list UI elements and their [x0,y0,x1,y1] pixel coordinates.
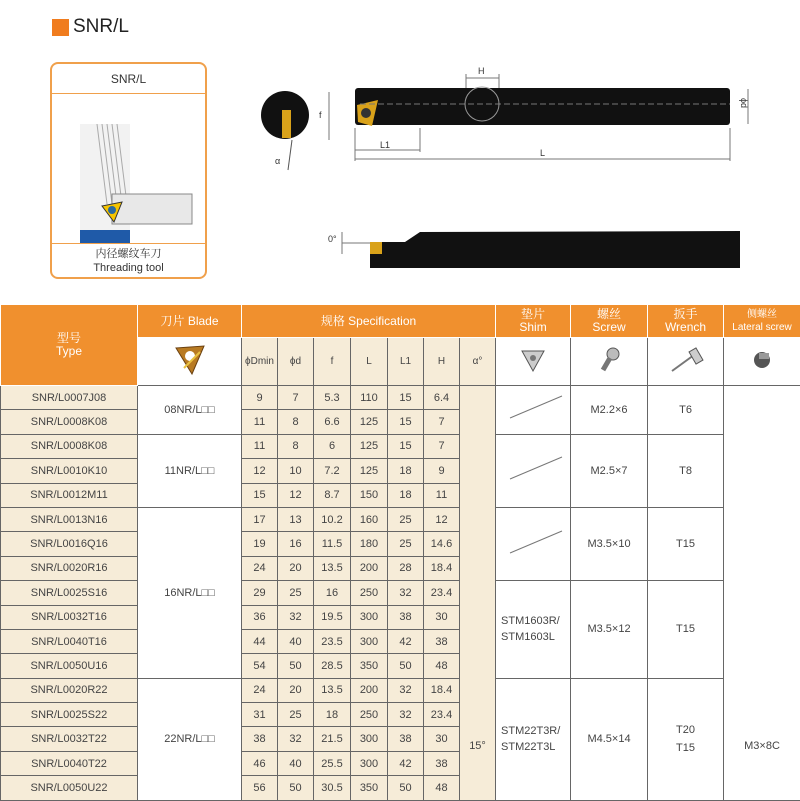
spec-H-cell: 14.6 [424,532,460,556]
screw-cell: M3.5×10 [571,507,648,580]
spec-H-cell: 18.4 [424,678,460,702]
spec-L1-cell: 32 [388,703,424,727]
spec-L-cell: 125 [351,434,388,458]
spec-d-cell: 32 [278,727,314,751]
caption-cn: 内径螺纹车刀 [52,247,205,261]
header-type [1,305,138,386]
spec-d-cell: 40 [278,629,314,653]
spec-d-cell: 8 [278,434,314,458]
spec-f-cell: 6 [314,434,351,458]
spec-f-cell: 21.5 [314,727,351,751]
spec-dmin-cell: 44 [242,629,278,653]
wrench-cell: T20 T15 [648,678,724,800]
spec-L1-cell: 50 [388,776,424,800]
spec-dmin-cell: 36 [242,605,278,629]
type-cell: SNR/L0012M11 [1,483,138,507]
spec-L1-cell: 25 [388,532,424,556]
header-lateral-cn: 侧螺丝 [724,308,800,321]
spec-H-cell: 18.4 [424,556,460,580]
spec-L-cell: 300 [351,727,388,751]
label-L: L [540,148,545,158]
header-blade: 刀片 Blade [138,305,242,338]
spec-d-cell: 20 [278,678,314,702]
header-shim-en: Shim [496,321,570,334]
header-lateral-en: Lateral screw [724,321,800,334]
label-zero-angle: 0° [328,234,337,244]
spec-L1-cell: 42 [388,629,424,653]
tool-illustration-box [50,62,207,279]
table-row [1,434,800,458]
spec-dmin-cell: 19 [242,532,278,556]
spec-L-cell: 200 [351,556,388,580]
type-cell: SNR/L0008K08 [1,434,138,458]
spec-H-cell: 38 [424,751,460,775]
spec-d-cell: 25 [278,703,314,727]
header-lateral-screw [724,305,800,338]
screw-icon [571,338,648,386]
label-H: H [478,66,485,76]
screw-cell: M4.5×14 [571,678,648,800]
spec-table [0,304,800,801]
side-view [328,231,740,268]
blade-cell: 08NR/L□□ [138,386,242,435]
spec-f-cell: 23.5 [314,629,351,653]
screw-cell: M3.5×12 [571,581,648,679]
spec-L-cell: 250 [351,703,388,727]
spec-H-cell: 9 [424,459,460,483]
wrench-cell: T15 [648,507,724,580]
not-applicable-slash-icon [506,453,566,483]
blade-insert-icon [138,338,242,386]
col-alpha: α° [460,338,496,386]
shim-cell: STM1603R/ STM1603L [496,581,571,679]
col-f: f [314,338,351,386]
screw-cell: M2.5×7 [571,434,648,507]
type-cell: SNR/L0040T22 [1,751,138,775]
spec-d-cell: 7 [278,386,314,410]
section-title [52,16,129,38]
header-wrench-cn: 扳手 [648,308,723,321]
table-row [1,581,800,605]
header-wrench [648,305,724,338]
not-applicable-slash-icon [506,527,566,557]
spec-L1-cell: 42 [388,751,424,775]
spec-H-cell: 38 [424,629,460,653]
spec-L1-cell: 15 [388,386,424,410]
spec-dmin-cell: 12 [242,459,278,483]
table-row [1,507,800,531]
wrench-cell: T6 [648,386,724,435]
spec-f-cell: 5.3 [314,386,351,410]
header-wrench-en: Wrench [648,321,723,334]
spec-d-cell: 12 [278,483,314,507]
header-type-en: Type [1,345,137,358]
spec-d-cell: 50 [278,776,314,800]
spec-d-cell: 50 [278,654,314,678]
spec-d-cell: 8 [278,410,314,434]
spec-L1-cell: 50 [388,654,424,678]
spec-L1-cell: 38 [388,605,424,629]
alpha-cell: 15° [460,386,496,801]
wrench-icon [648,338,724,386]
type-cell: SNR/L0050U22 [1,776,138,800]
spec-L-cell: 125 [351,410,388,434]
top-view [319,66,749,161]
col-H: H [424,338,460,386]
blade-cell: 22NR/L□□ [138,678,242,800]
spec-L-cell: 200 [351,678,388,702]
spec-f-cell: 28.5 [314,654,351,678]
spec-L-cell: 350 [351,776,388,800]
spec-f-cell: 16 [314,581,351,605]
spec-dmin-cell: 56 [242,776,278,800]
spec-H-cell: 12 [424,507,460,531]
spec-f-cell: 18 [314,703,351,727]
shim-cell [496,386,571,435]
spec-L-cell: 250 [351,581,388,605]
tool-drawing [240,60,760,280]
lateral-screw-icon [724,338,800,386]
spec-H-cell: 48 [424,654,460,678]
spec-L-cell: 300 [351,629,388,653]
type-cell: SNR/L0025S16 [1,581,138,605]
spec-dmin-cell: 46 [242,751,278,775]
spec-L1-cell: 28 [388,556,424,580]
shim-cell: STM22T3R/ STM22T3L [496,678,571,800]
blade-cell: 11NR/L□□ [138,434,242,507]
type-cell: SNR/L0032T16 [1,605,138,629]
type-cell: SNR/L0010K10 [1,459,138,483]
shim-cell [496,434,571,507]
threading-tool-icon [52,94,207,244]
spec-L1-cell: 38 [388,727,424,751]
col-dmin: ϕDmin [242,338,278,386]
type-cell: SNR/L0040T16 [1,629,138,653]
header-shim-cn: 垫片 [496,308,570,321]
tool-box-caption [52,243,205,277]
type-cell: SNR/L0016Q16 [1,532,138,556]
table-row [1,386,800,410]
spec-L-cell: 160 [351,507,388,531]
spec-d-cell: 25 [278,581,314,605]
end-view-icon [261,91,309,170]
spec-dmin-cell: 54 [242,654,278,678]
col-d: ϕd [278,338,314,386]
label-d: ϕd [739,98,749,108]
spec-dmin-cell: 24 [242,678,278,702]
spec-f-cell: 7.2 [314,459,351,483]
spec-d-cell: 16 [278,532,314,556]
shim-icon [496,338,571,386]
label-L1: L1 [380,140,390,150]
lateral-screw-cell: M3×8C [724,386,800,801]
title-text: SNR/L [73,16,129,38]
spec-dmin-cell: 9 [242,386,278,410]
header-shim [496,305,571,338]
tool-box-header: SNR/L [52,64,205,94]
spec-L-cell: 150 [351,483,388,507]
spec-dmin-cell: 29 [242,581,278,605]
spec-L1-cell: 32 [388,678,424,702]
spec-H-cell: 6.4 [424,386,460,410]
spec-L1-cell: 18 [388,483,424,507]
type-cell: SNR/L0007J08 [1,386,138,410]
spec-dmin-cell: 15 [242,483,278,507]
spec-L-cell: 300 [351,605,388,629]
wrench-cell: T15 [648,581,724,679]
screw-cell: M2.2×6 [571,386,648,435]
header-screw-en: Screw [571,321,647,334]
table-row [1,678,800,702]
type-cell: SNR/L0008K08 [1,410,138,434]
spec-H-cell: 23.4 [424,703,460,727]
spec-dmin-cell: 38 [242,727,278,751]
spec-d-cell: 10 [278,459,314,483]
spec-H-cell: 30 [424,727,460,751]
spec-L-cell: 350 [351,654,388,678]
spec-dmin-cell: 24 [242,556,278,580]
spec-L-cell: 125 [351,459,388,483]
type-cell: SNR/L0050U16 [1,654,138,678]
spec-f-cell: 13.5 [314,556,351,580]
spec-L-cell: 110 [351,386,388,410]
spec-d-cell: 20 [278,556,314,580]
spec-dmin-cell: 17 [242,507,278,531]
spec-f-cell: 11.5 [314,532,351,556]
spec-d-cell: 32 [278,605,314,629]
spec-d-cell: 40 [278,751,314,775]
header-screw [571,305,648,338]
type-cell: SNR/L0025S22 [1,703,138,727]
spec-H-cell: 48 [424,776,460,800]
caption-en: Threading tool [52,261,205,275]
type-cell: SNR/L0020R22 [1,678,138,702]
spec-dmin-cell: 31 [242,703,278,727]
spec-f-cell: 8.7 [314,483,351,507]
header-specification: 规格 Specification [242,305,496,338]
spec-L1-cell: 15 [388,410,424,434]
shim-cell [496,507,571,580]
spec-f-cell: 30.5 [314,776,351,800]
label-f: f [319,110,322,120]
blade-cell: 16NR/L□□ [138,507,242,678]
spec-L-cell: 180 [351,532,388,556]
spec-L1-cell: 32 [388,581,424,605]
spec-H-cell: 23.4 [424,581,460,605]
spec-H-cell: 30 [424,605,460,629]
spec-f-cell: 25.5 [314,751,351,775]
spec-L-cell: 300 [351,751,388,775]
title-marker-icon [52,19,69,36]
spec-L1-cell: 25 [388,507,424,531]
not-applicable-slash-icon [506,392,566,422]
spec-f-cell: 13.5 [314,678,351,702]
col-L1: L1 [388,338,424,386]
header-type-cn: 型号 [1,332,137,345]
spec-L1-cell: 15 [388,434,424,458]
spec-H-cell: 11 [424,483,460,507]
spec-f-cell: 19.5 [314,605,351,629]
label-alpha: α [275,156,280,166]
spec-H-cell: 7 [424,410,460,434]
wrench-cell: T8 [648,434,724,507]
type-cell: SNR/L0032T22 [1,727,138,751]
spec-dmin-cell: 11 [242,434,278,458]
spec-H-cell: 7 [424,434,460,458]
type-cell: SNR/L0020R16 [1,556,138,580]
spec-f-cell: 6.6 [314,410,351,434]
spec-f-cell: 10.2 [314,507,351,531]
spec-d-cell: 13 [278,507,314,531]
type-cell: SNR/L0013N16 [1,507,138,531]
col-L: L [351,338,388,386]
header-screw-cn: 螺丝 [571,308,647,321]
spec-dmin-cell: 11 [242,410,278,434]
spec-L1-cell: 18 [388,459,424,483]
